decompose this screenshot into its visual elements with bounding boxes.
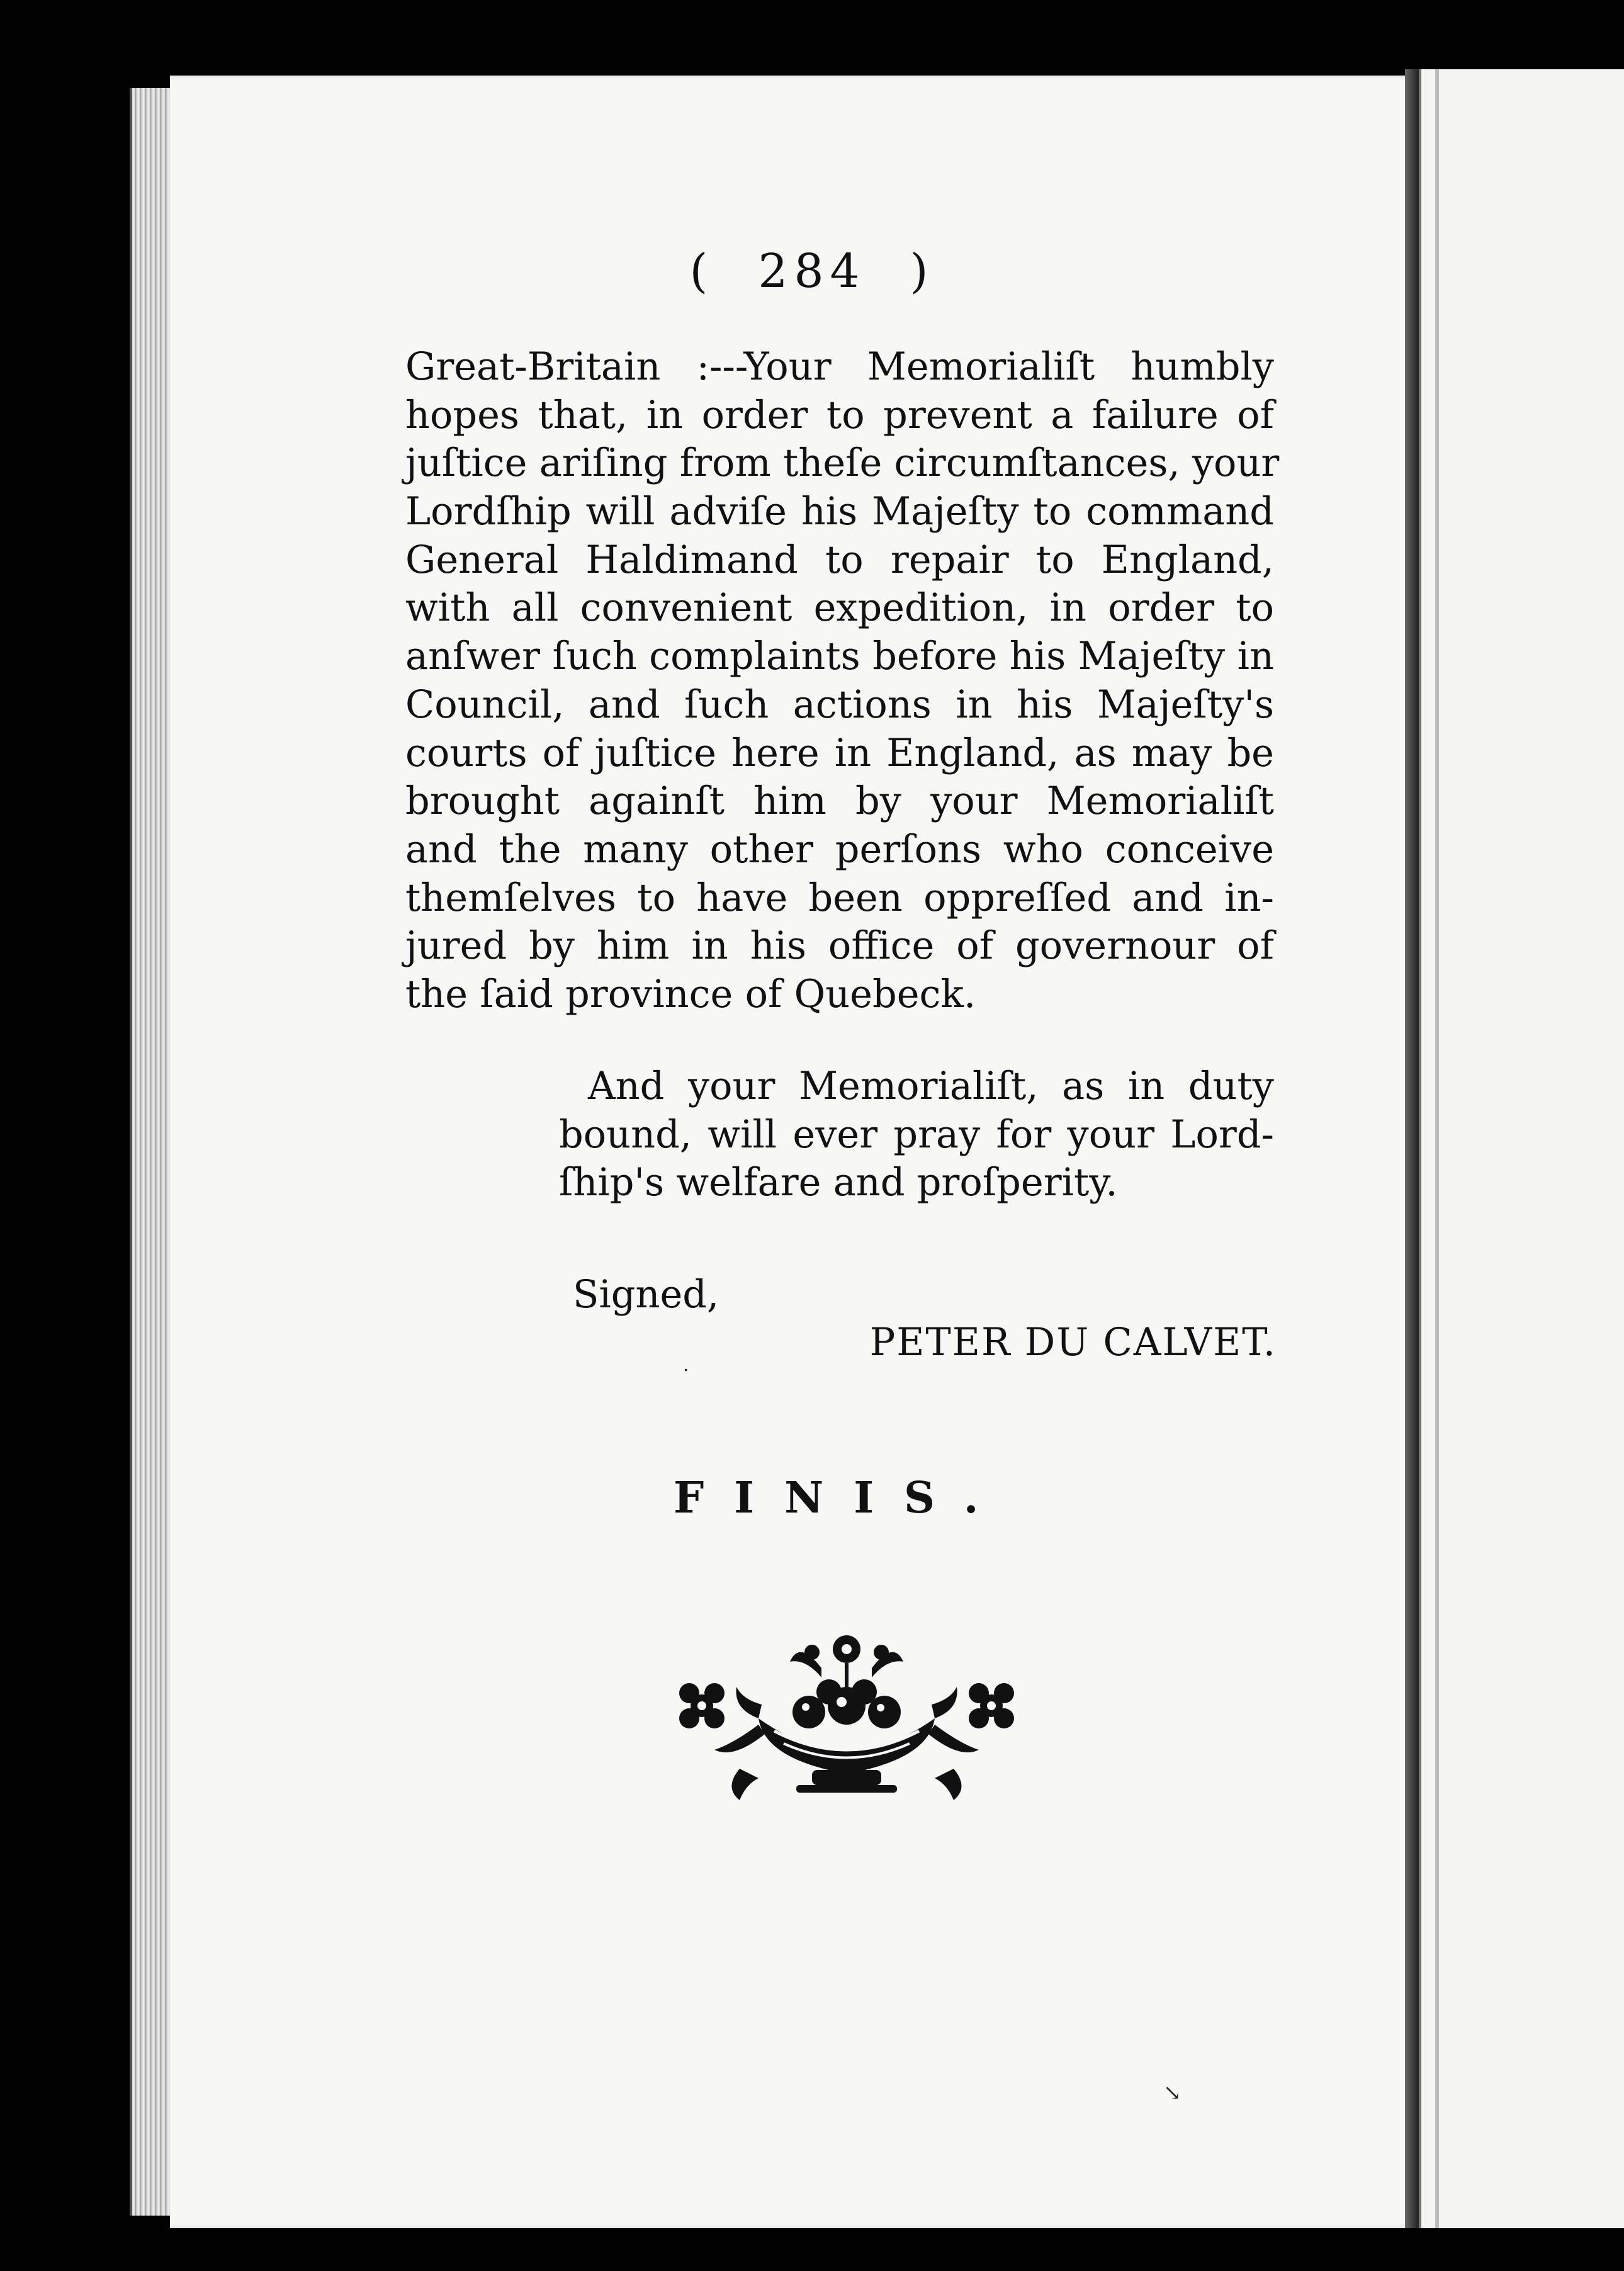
body-line: themſelves to have been oppreſſed and in- <box>405 876 1274 920</box>
ink-speck: ↘ <box>1163 2080 1181 2105</box>
body-line: juſtice ariſing from theſe circumſtances, your <box>405 441 1280 486</box>
closing-paragraph <box>405 1062 1274 1207</box>
flower-basket-ornament-icon <box>664 1624 1029 1813</box>
closing-line: bound, will ever pray for your Lord- <box>559 1112 1274 1157</box>
page-header <box>0 244 1624 298</box>
closing-line: And your Memorialiſt, as in duty <box>588 1064 1274 1108</box>
main-paragraph <box>405 343 1280 1019</box>
body-line: jured by him in his office of governour of <box>405 924 1274 969</box>
close-paren: ) <box>910 244 935 298</box>
facing-page-edge <box>1435 69 1439 2228</box>
signature-name: PETER DU CALVET. <box>869 1321 1277 1365</box>
body-line: with all convenient expedition, in order to <box>405 586 1274 631</box>
signed-label: Signed, <box>573 1273 719 1317</box>
body-line: Council, and ſuch actions in his Majeſty's <box>405 682 1274 727</box>
page-number: 284 <box>758 244 866 298</box>
facing-page <box>1419 69 1624 2228</box>
body-line: brought againſt him by your Memorialiſt <box>405 779 1274 824</box>
body-line: hopes that, in order to prevent a failure of <box>405 393 1274 437</box>
open-paren: ( <box>689 244 714 298</box>
ink-speck: · <box>683 1360 689 1382</box>
body-line: courts of juſtice here in England, as may be <box>405 731 1274 775</box>
body-line: Lordſhip will adviſe his Majeſty to command <box>405 490 1274 534</box>
closing-line: ſhip's welfare and proſperity. <box>559 1161 1118 1205</box>
book-gutter <box>1405 69 1419 2228</box>
body-line: anſwer ſuch complaints before his Majeſty in <box>405 634 1274 679</box>
body-line: and the many other perſons who conceive <box>405 827 1274 872</box>
body-line: Great-Britain :---Your Memorialiſt humbly <box>405 345 1274 389</box>
finis-heading: FINIS. <box>674 1473 1009 1523</box>
book-page-edges <box>130 88 176 2216</box>
body-line: the ſaid province of Quebeck. <box>405 972 976 1017</box>
body-line: General Haldimand to repair to England, <box>405 538 1274 582</box>
